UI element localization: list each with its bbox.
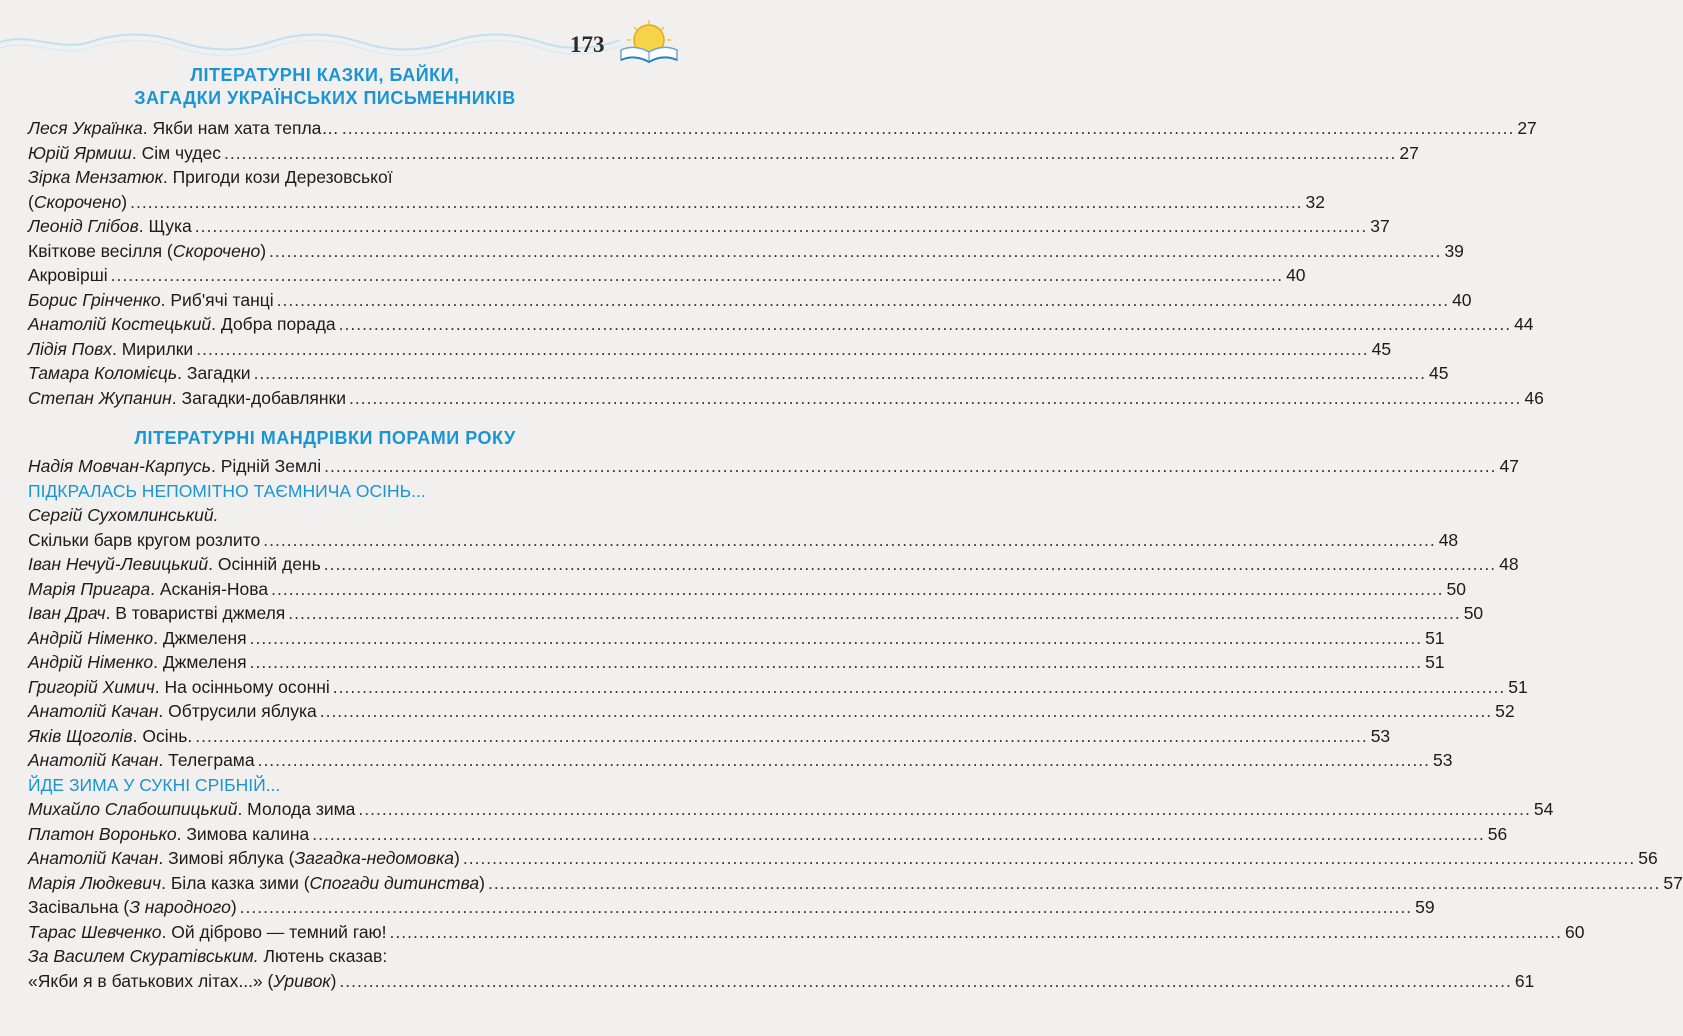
toc-entry[interactable] (28, 675, 1528, 700)
entry-title: Загадки (186, 363, 251, 383)
open-book-sun-icon (618, 18, 680, 66)
entry-author: Юрій Ярмиш (28, 142, 132, 163)
subhead-winter: ЙДЕ ЗИМА У СУКНІ СРІБНІЙ... (28, 774, 281, 795)
entry-page: 27 (1399, 142, 1419, 163)
entry-page: 45 (1371, 338, 1392, 359)
dot-leader: ........................................................................................................................................................................................................ (130, 191, 1303, 212)
toc-entry[interactable] (28, 528, 1459, 553)
entry-author: Леонід Глібов (28, 216, 139, 236)
entry-separator: . (162, 167, 173, 187)
page-number: 173 (570, 32, 605, 57)
dot-leader: ........................................................................................................................................................................................................ (263, 529, 1436, 550)
entry-separator: . (158, 701, 169, 721)
toc-entry[interactable] (28, 288, 1472, 313)
dot-leader: ........................................................................................................................................................................................................ (358, 799, 1531, 819)
dot-leader: ........................................................................................................................................................................................................ (249, 652, 1423, 672)
toc-entry[interactable] (28, 116, 1537, 141)
entry-title: В товаристві джмеля (115, 603, 286, 623)
entry-title: Осінь. (142, 725, 193, 746)
entry-title: (Скорочено) (28, 191, 128, 212)
wave-border (0, 0, 620, 60)
entry-title: Ой діброво — темний гаю! (171, 921, 387, 942)
dot-leader: ........................................................................................................................................................................................................ (339, 970, 1512, 991)
dot-leader: ........................................................................................................................................................................................................ (338, 314, 1512, 334)
entry-author: Григорій Химич (28, 676, 155, 697)
toc-entry-first-line[interactable] (28, 944, 622, 969)
entry-title: Осінній день (217, 554, 321, 574)
entry-separator: . (158, 750, 169, 770)
toc-entry[interactable] (28, 871, 1683, 896)
entry-separator: . (153, 627, 163, 648)
entry-page: 37 (1370, 216, 1390, 236)
subhead-autumn: ПІДКРАЛАСЬ НЕПОМІТНО ТАЄМНИЧА ОСІНЬ... (28, 480, 426, 501)
dot-leader: ........................................................................................................................................................................................................ (389, 921, 1562, 942)
toc-entry[interactable] (28, 846, 1658, 871)
entry-title: Акровірші (28, 265, 108, 285)
section-title-fairy-tales (28, 64, 622, 110)
entry-separator: . (150, 578, 160, 599)
dot-leader: ........................................................................................................................................................................................................ (249, 627, 1423, 648)
entry-title: Мирилки (121, 338, 194, 359)
entry-separator: . (131, 142, 142, 163)
entry-page: 52 (1495, 701, 1515, 721)
entry-separator: . (160, 289, 171, 310)
entry-separator: . (177, 363, 187, 383)
entry-author: Андрій Німенко (28, 652, 154, 672)
entry-author: Степан Жупанин (28, 387, 172, 408)
entry-author: Іван Драч (28, 603, 106, 623)
toc-entry[interactable] (28, 650, 1445, 675)
entry-page: 56 (1487, 823, 1508, 844)
entry-title: Анатолій Качан. Зимові яблука (Загадка-недомовка) (28, 848, 460, 868)
entry-page: 54 (1533, 799, 1554, 819)
entry-page: 53 (1370, 725, 1391, 746)
section-title-line: ЛІТЕРАТУРНІ КАЗКИ, БАЙКИ, (190, 65, 460, 85)
toc-entry[interactable] (28, 920, 1585, 945)
entry-author: Іван Нечуй-Левицький (28, 554, 209, 574)
entry-page: 40 (1452, 289, 1472, 310)
page-header (0, 0, 700, 70)
entry-title: Телеграма (168, 750, 255, 770)
toc-entry[interactable] (28, 214, 1390, 239)
entry-title: Скільки барв кругом розлито (28, 529, 261, 550)
dot-leader: ........................................................................................................................................................................................................ (462, 848, 1636, 868)
entry-page: 45 (1428, 363, 1449, 383)
dot-leader: ........................................................................................................................................................................................................ (332, 676, 1506, 697)
entry-page: 59 (1415, 897, 1435, 917)
entry-page: 39 (1444, 240, 1464, 261)
entry-separator: . (211, 314, 221, 334)
entry-title: Асканія-Нова (159, 578, 269, 599)
entry-separator: . (237, 799, 248, 819)
toc-entry[interactable] (28, 699, 1515, 724)
entry-title: Пригоди кози Дерезовської (172, 167, 393, 187)
entry-page: 40 (1286, 265, 1306, 285)
toc-entry[interactable] (28, 386, 1544, 411)
entry-page: 60 (1564, 921, 1585, 942)
entry-separator: . (142, 118, 153, 138)
entry-author: Борис Грінченко (28, 289, 161, 310)
entry-title: Зимова калина (186, 823, 310, 844)
entry-author: Леся Українка (28, 118, 143, 138)
dot-leader: ........................................................................................................................................................................................................ (257, 750, 1430, 770)
entry-page: 51 (1425, 652, 1445, 672)
entry-page: 32 (1305, 191, 1326, 212)
toc-entry[interactable] (28, 626, 1445, 651)
entry-page: 44 (1514, 314, 1534, 334)
dot-leader: ........................................................................................................................................................................................................ (239, 897, 1413, 917)
toc-list-section1 (28, 116, 1544, 410)
dot-leader: ........................................................................................................................................................................................................ (487, 872, 1661, 893)
entry-title: Марія Людкевич. Біла казка зими (Спогади дитинства) (28, 872, 485, 893)
entry-author: Анатолій Качан (28, 750, 159, 770)
toc-entry[interactable] (28, 577, 1467, 602)
entry-title: Квіткове весілля (Скорочено) (28, 240, 267, 261)
entry-title: На осінньому осонні (164, 676, 330, 697)
section-title-seasons: ЛІТЕРАТУРНІ МАНДРІВКИ ПОРАМИ РОКУ (134, 428, 516, 448)
dot-leader: ........................................................................................................................................................................................................ (271, 578, 1444, 599)
toc-entry[interactable] (28, 748, 1453, 773)
entry-separator: . (210, 456, 221, 476)
entry-separator: . (176, 823, 187, 844)
toc-entry[interactable] (28, 822, 1508, 847)
toc-entry[interactable] (28, 454, 1519, 479)
dot-leader: ........................................................................................................................................................................................................ (253, 363, 1426, 383)
entry-page: 50 (1446, 578, 1467, 599)
toc-entry[interactable] (28, 361, 1449, 386)
entry-author: Надія Мовчан-Карпусь (28, 456, 211, 476)
entry-title: Засівальна (З народного) (28, 897, 237, 917)
entry-title: «Якби я в батькових літах...» (Уривок) (28, 970, 337, 991)
entry-title: Якби нам хата тепла… (152, 118, 339, 138)
dot-leader: ........................................................................................................................................................................................................ (196, 338, 1369, 359)
entry-title: Джмеленя (162, 652, 247, 672)
toc-entry[interactable] (28, 552, 1519, 577)
entry-author: Сергій Сухомлинський. (28, 505, 219, 525)
entry-page: 57 (1663, 872, 1683, 893)
toc-entry[interactable] (28, 969, 1535, 994)
toc-list-section2 (28, 454, 1683, 993)
entry-separator: . (161, 921, 172, 942)
entry-author: Андрій Німенко (28, 627, 154, 648)
toc-entry[interactable] (28, 895, 1435, 920)
entry-page: 48 (1438, 529, 1459, 550)
dot-leader: ........................................................................................................................................................................................................ (341, 118, 1515, 138)
entry-page: 48 (1499, 554, 1519, 574)
entry-page: 56 (1638, 848, 1658, 868)
entry-author: Анатолій Качан (28, 701, 159, 721)
toc-entry[interactable] (28, 190, 1326, 215)
entry-title: Загадки-добавлянки (181, 387, 346, 408)
entry-author: Тамара Коломієць (28, 363, 178, 383)
dot-leader: ........................................................................................................................................................................................................ (312, 823, 1485, 844)
entry-title: Добра порада (220, 314, 336, 334)
toc-entry-first-line[interactable] (28, 165, 622, 190)
entry-title: Сім чудес (141, 142, 221, 163)
dot-leader: ........................................................................................................................................................................................................ (223, 142, 1397, 163)
table-of-contents (28, 64, 1683, 993)
entry-author: Марія Пригара (28, 578, 151, 599)
entry-title: Рідній Землі (220, 456, 322, 476)
entry-page: 51 (1508, 676, 1528, 697)
dot-leader: ........................................................................................................................................................................................................ (194, 216, 1368, 236)
entry-author: Михайло Слабошпицький (28, 799, 238, 819)
entry-author: Анатолій Костецький (28, 314, 212, 334)
entry-title: Джмеленя (162, 627, 247, 648)
entry-separator: . (208, 554, 218, 574)
entry-author: Платон Воронько (28, 823, 177, 844)
entry-separator: . (154, 676, 165, 697)
entry-author: Лідія Повх (28, 338, 112, 359)
dot-leader: ........................................................................................................................................................................................................ (195, 725, 1368, 746)
entry-separator: . (132, 725, 143, 746)
entry-author: Зірка Мензатюк (28, 167, 163, 187)
entry-page: 50 (1463, 603, 1484, 623)
entry-separator: . (138, 216, 149, 236)
entry-author: Тарас Шевченко (28, 921, 162, 942)
toc-entry[interactable] (28, 141, 1419, 166)
entry-page: 47 (1499, 456, 1519, 476)
toc-entry[interactable] (28, 337, 1392, 362)
entry-separator: . (105, 603, 116, 623)
entry-title: Щука (148, 216, 192, 236)
toc-entry[interactable] (28, 724, 1391, 749)
entry-author: За Василем Скуратівським. (28, 946, 259, 966)
dot-leader: ........................................................................................................................................................................................................ (288, 603, 1461, 623)
entry-separator: . (111, 338, 122, 359)
entry-page: 53 (1433, 750, 1453, 770)
dot-leader: ........................................................................................................................................................................................................ (110, 265, 1284, 285)
toc-entry[interactable] (28, 797, 1554, 822)
entry-page: 46 (1524, 387, 1544, 408)
entry-page: 51 (1425, 627, 1445, 648)
entry-separator: . (153, 652, 163, 672)
dot-leader: ........................................................................................................................................................................................................ (319, 701, 1493, 721)
entry-title: Риб'ячі танці (170, 289, 274, 310)
entry-page: 27 (1517, 118, 1537, 138)
entry-title: Молода зима (247, 799, 356, 819)
toc-entry[interactable] (28, 263, 1306, 288)
entry-separator: . (171, 387, 182, 408)
toc-entry[interactable] (28, 601, 1484, 626)
entry-page: 61 (1514, 970, 1535, 991)
entry-title: Обтрусили яблука (168, 701, 317, 721)
dot-leader: ........................................................................................................................................................................................................ (323, 554, 1497, 574)
dot-leader: ........................................................................................................................................................................................................ (269, 240, 1442, 261)
section-title-line: ЗАГАДКИ УКРАЇНСЬКИХ ПИСЬМЕННИКІВ (134, 88, 516, 108)
entry-author: Яків Щоголів (28, 725, 133, 746)
dot-leader: ........................................................................................................................................................................................................ (276, 289, 1450, 310)
toc-entry[interactable] (28, 239, 1464, 264)
dot-leader: ........................................................................................................................................................................................................ (348, 387, 1522, 408)
toc-entry[interactable] (28, 312, 1534, 337)
entry-title: Лютень сказав: (263, 946, 388, 966)
dot-leader: ........................................................................................................................................................................................................ (324, 456, 1497, 476)
